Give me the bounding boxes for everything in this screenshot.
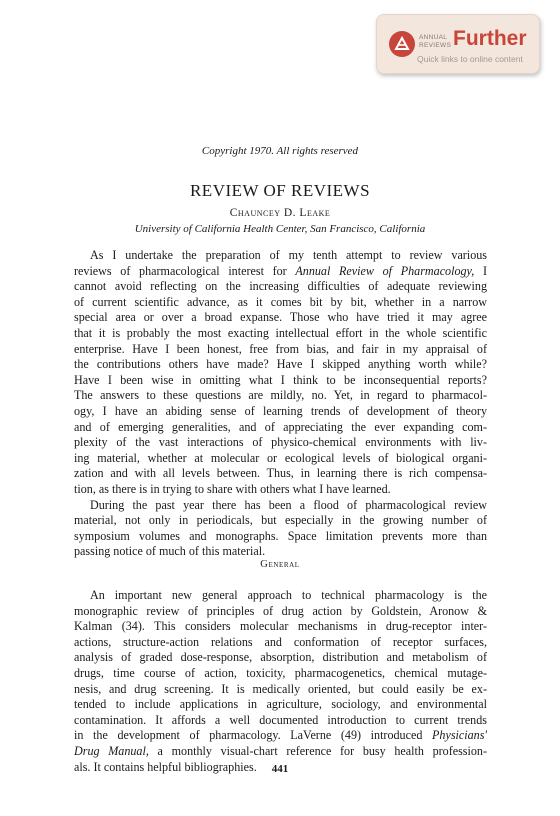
paragraph-line: cannot avoid reflecting on the increasing difficulties of adequate reviewing bbox=[74, 279, 487, 294]
paragraph-line: actions, structure-action relations and conformation of receptor surfaces, bbox=[74, 634, 487, 649]
paragraph-line: monographic review of principles of drug action by Goldstein, Aronow & bbox=[74, 603, 487, 618]
badge-brand-line1: ANNUAL bbox=[419, 34, 448, 41]
paragraph-line: The answers to these questions are mildly, no. Yet, in regard to pharmacol- bbox=[74, 388, 487, 403]
paragraph-line: analysis of graded dose-response, absorption, distribution and metabolism of bbox=[74, 650, 487, 665]
paragraph-line: tion, as there is in trying to share with others what I have learned. bbox=[74, 481, 391, 496]
paragraph-line: plexity of the vast interactions of physico-chemical environments with liv- bbox=[74, 435, 487, 450]
paragraph-line: An important new general approach to technical pharmacology is the bbox=[90, 588, 487, 602]
paragraph-line bbox=[74, 728, 487, 744]
text-run: reviews of pharmacological interest for bbox=[74, 263, 296, 278]
paragraph-line bbox=[74, 744, 487, 760]
paragraph-line: drugs, time course of action, toxicity, pharmacogenetics, chemical mutage- bbox=[74, 665, 487, 680]
paragraph-line: that it is probably the most exacting intellectual effort in the whole scientific bbox=[74, 325, 487, 340]
paragraph-line: special area or over a broad expanse. Those who have tried it may agree bbox=[74, 310, 487, 325]
paragraph-line: and of emerging generalities, and of appreciating the ever expanding com- bbox=[74, 419, 487, 434]
copyright-notice: Copyright 1970. All rights reserved bbox=[201, 145, 359, 157]
paragraph-line: symposium volumes and monographs. Space limitation prevents more than bbox=[74, 528, 487, 543]
paragraph-line: of current scientific advance, as it comes bit by bit, whether in a narrow bbox=[74, 294, 487, 309]
paragraph-line: tended to include applications in agriculture, sociology, and environmental bbox=[74, 697, 487, 712]
publication-title: Drug Manual, bbox=[74, 743, 149, 758]
paragraph-line: Kalman (34). This considers molecular mechanisms in drug-receptor inter- bbox=[74, 619, 487, 634]
article-title: REVIEW OF REVIEWS bbox=[189, 181, 371, 200]
badge-brand bbox=[419, 34, 453, 49]
further-links-badge[interactable] bbox=[376, 14, 540, 74]
paragraph-line: material, not only in periodicals, but especially in the growing number of bbox=[74, 513, 487, 528]
paragraph-line: als. It contains helpful bibliographies. bbox=[74, 759, 257, 774]
intro-section bbox=[74, 248, 487, 560]
paragraph-line: During the past year there has been a flood of pharmacological review bbox=[90, 497, 487, 512]
badge-brand-line2: REVIEWS bbox=[419, 41, 452, 49]
paragraph-line: Have I been wise in omitting what I think to be inconsequential reports? bbox=[74, 372, 487, 387]
text-run: I bbox=[474, 263, 487, 278]
paragraph-line: contamination. It affords a well documented introduction to current trends bbox=[74, 712, 487, 727]
paragraph-line: zation and with all levels between. Thus, in learning there is rich compensa- bbox=[74, 466, 487, 481]
text-run: in the development of pharmacology. LaVerne (49) introduced bbox=[74, 728, 433, 743]
author-name: Chauncey D. Leake bbox=[229, 207, 331, 219]
paragraph-line: passing notice of much of this material. bbox=[74, 544, 266, 559]
paragraph-line bbox=[74, 264, 487, 280]
general-section bbox=[74, 588, 487, 775]
author-affiliation: University of California Health Center, San Francisco, California bbox=[134, 223, 426, 235]
paragraph-line: enterprise. Have I been honest, free from bias, and fair in my appraisal of bbox=[74, 341, 487, 356]
annual-reviews-logo-icon bbox=[389, 31, 415, 57]
page-number: 441 bbox=[271, 763, 289, 775]
paragraph-line: ing material, whether at molecular or ecological levels of biological organi- bbox=[74, 450, 487, 465]
paragraph-line: the contributions others have made? Have I skipped anything worth while? bbox=[74, 357, 487, 372]
paragraph-line: As I undertake the preparation of my tenth attempt to review various bbox=[90, 248, 487, 262]
section-heading-general: General bbox=[260, 559, 300, 570]
text-run: a monthly visual-chart reference for busy health profession- bbox=[148, 743, 487, 758]
journal-title: Annual Review of Pharmacology, bbox=[295, 263, 475, 278]
badge-subtitle: Quick links to online content bbox=[417, 54, 523, 64]
badge-title: Further bbox=[453, 27, 527, 50]
publication-title: Physicians' bbox=[432, 728, 487, 743]
paragraph-line: ogy, I have an abiding sense of learning trends of development of theory bbox=[74, 403, 487, 418]
paragraph-line: nesis, and drug screening. It is medically oriented, but could easily be ex- bbox=[74, 681, 487, 696]
